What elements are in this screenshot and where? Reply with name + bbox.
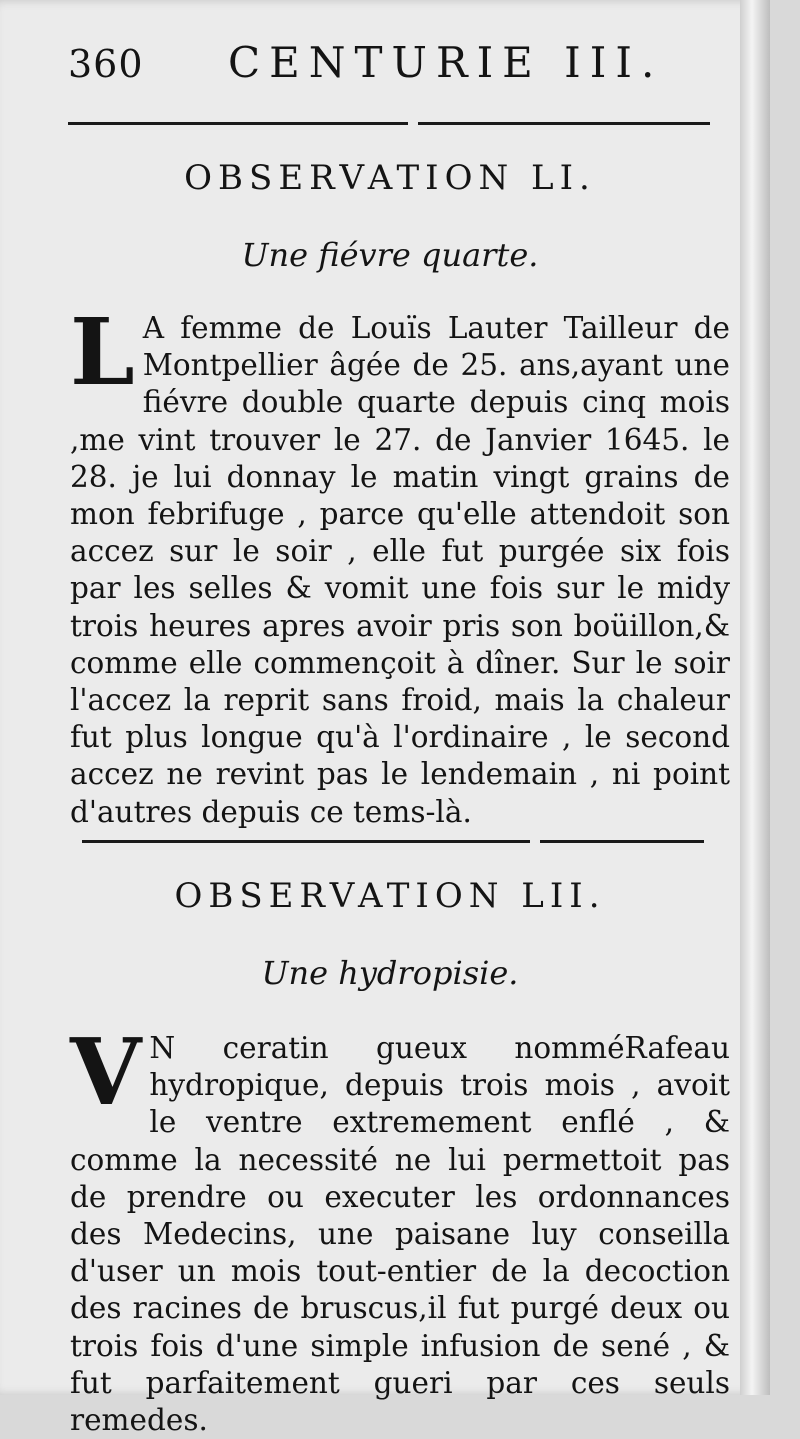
observation-subtitle: Une fiévre quarte.: [241, 236, 539, 274]
section-rule-right: [540, 840, 704, 843]
observation-title: OBSERVATION LI.: [184, 158, 596, 198]
running-head: CENTURIE III.: [228, 38, 664, 87]
observation-body: [70, 298, 730, 831]
observation-subtitle: Une hydropisie.: [261, 954, 519, 992]
header-rule-right: [418, 122, 710, 125]
observation-title: OBSERVATION LII.: [174, 876, 606, 916]
observation-text: N ceratin gueux nomméRafeau hydropique, depuis trois mois , avoit le ventre extremement enflé , & comme la necessité ne lui permettoit pas de prendre ou executer les ordonnances des Medecins, une paisane luy conseilla d'user un mois tout-entier de la decoction des racines de bruscus,il fut purgé deux ou trois fois d'une simple infusion de sené , & fut parfaitement gueri par ces seuls remedes.: [70, 1031, 730, 1438]
page-number: 360: [68, 42, 144, 86]
header-rule-left: [68, 122, 408, 125]
drop-cap: L: [70, 298, 135, 406]
section-rule-left: [82, 840, 530, 843]
observation-text: A femme de Louïs Lauter Tailleur de Montpellier âgée de 25. ans,ayant une fiévre double quarte depuis cinq mois ,me vint trouver le 27. de Janvier 1645. le 28. je lui donnay le matin vingt grains de mon febrifuge , parce qu'elle attendoit son accez sur le soir , elle fut purgée six fois par les selles & vomit une fois sur le midy trois heures apres avoir pris son boüillon,& comme elle commençoit à dîner. Sur le soir l'accez la reprit sans froid, mais la chaleur fut plus longue qu'à l'ordinaire , le second accez ne revint pas le lendemain , ni point d'autres depuis ce tems-là.: [70, 311, 730, 829]
page-edge-shadow: [740, 0, 770, 1395]
observation-body: [70, 1018, 730, 1439]
page-header: [68, 36, 708, 96]
drop-cap: V: [70, 1018, 142, 1126]
